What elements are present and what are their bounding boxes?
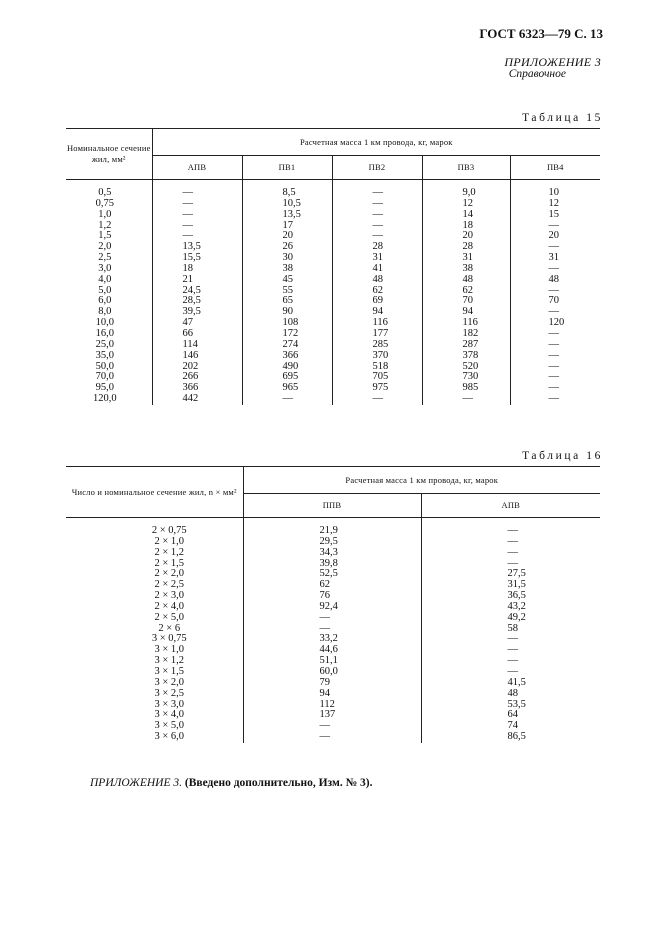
table16-mass-cell: — xyxy=(243,624,421,635)
appendix-title: ПРИЛОЖЕНИЕ 3 xyxy=(504,55,601,69)
table15-mass-cell: 116 xyxy=(422,318,510,329)
table15-mass-cell: — xyxy=(510,307,600,318)
table16-mass-cell: 36,5 xyxy=(421,591,600,602)
table15-mass-cell: — xyxy=(332,221,422,232)
table15-row xyxy=(66,351,600,362)
table16-mass-cell: — xyxy=(421,656,600,667)
table16-mass-cell: — xyxy=(421,667,600,678)
table15-section-cell: 2,0 xyxy=(98,241,112,253)
table15-row xyxy=(66,253,600,264)
table15-mass-cell: 48 xyxy=(332,275,422,286)
table15-mass-cell: 366 xyxy=(242,351,332,362)
table15-section-cell: 16,0 xyxy=(95,327,114,339)
table16-mass-cell: — xyxy=(421,634,600,645)
table16-section-cell: 2 × 3,0 xyxy=(154,590,185,602)
table15-mass-cell: 26 xyxy=(242,242,332,253)
table15-mass-cell: 287 xyxy=(422,340,510,351)
table16-row xyxy=(66,732,600,743)
table15-mass-cell: — xyxy=(510,221,600,232)
table15-mass-cell: 18 xyxy=(422,221,510,232)
table15-mass-cell: 20 xyxy=(242,231,332,242)
table16-mass-cell: 58 xyxy=(421,624,600,635)
table15-section-cell: 4,0 xyxy=(98,273,112,285)
table15-row xyxy=(66,180,600,199)
table16-mass-cell: 31,5 xyxy=(421,580,600,591)
table15-mass-cell: 62 xyxy=(422,286,510,297)
table15-mass-cell: — xyxy=(332,199,422,210)
table15-mass-cell: — xyxy=(332,231,422,242)
table15-section-cell: 1,5 xyxy=(98,230,112,242)
table15-section-cell: 70,0 xyxy=(95,371,114,383)
table15-mass-cell: 285 xyxy=(332,340,422,351)
table16 xyxy=(66,466,600,743)
table16-section-cell: 3 × 3,0 xyxy=(154,698,185,710)
table15-mass-cell: 965 xyxy=(242,383,332,394)
table15-mass-cell: — xyxy=(510,372,600,383)
table15-mass-cell: 182 xyxy=(422,329,510,340)
table15-section-cell: 50,0 xyxy=(95,360,114,372)
table15-mass-cell: 172 xyxy=(242,329,332,340)
table16-section-cell: 2 × 5,0 xyxy=(154,611,185,623)
table16-mass-cell: 94 xyxy=(243,689,421,700)
table15-mass-cell: — xyxy=(152,231,242,242)
table15-brand-header: ПВ2 xyxy=(332,156,422,180)
table15-row xyxy=(66,329,600,340)
table16-mass-cell: 112 xyxy=(243,700,421,711)
table15-section-cell: 2,5 xyxy=(98,252,112,264)
table15-mass-cell: 120 xyxy=(510,318,600,329)
table15-row xyxy=(66,372,600,383)
table16-mass-cell: 137 xyxy=(243,710,421,721)
table15-brand-header: ПВ1 xyxy=(242,156,332,180)
table15-mass-cell: — xyxy=(152,210,242,221)
table16-section-cell: 3 × 1,0 xyxy=(154,644,185,656)
table15-mass-cell: 17 xyxy=(242,221,332,232)
table15-mass-cell: 28,5 xyxy=(152,296,242,307)
table16-mass-cell: 92,4 xyxy=(243,602,421,613)
table15-mass-cell: 15 xyxy=(510,210,600,221)
table15-row xyxy=(66,275,600,286)
table16-section-cell: 2 × 0,75 xyxy=(151,525,187,536)
table15-caption: Таблица 15 xyxy=(522,112,603,124)
table15-mass-cell: 41 xyxy=(332,264,422,275)
table16-mass-cell: 76 xyxy=(243,591,421,602)
table15-mass-cell: 730 xyxy=(422,372,510,383)
table16-mass-cell: 34,3 xyxy=(243,548,421,559)
table16-row xyxy=(66,518,600,537)
table16-mass-cell: 27,5 xyxy=(421,569,600,580)
table16-section-cell: 2 × 2,5 xyxy=(154,579,185,591)
table16-section-header: Число и номинальное сечение жил, n × мм² xyxy=(66,467,243,518)
table16-section-cell: 2 × 6 xyxy=(158,622,181,634)
table16-mass-cell: 86,5 xyxy=(421,732,600,743)
table15-section-cell: 0,75 xyxy=(95,197,114,209)
table16-mass-cell: — xyxy=(243,721,421,732)
table15-row xyxy=(66,340,600,351)
table16-row xyxy=(66,678,600,689)
table15-mass-cell: 274 xyxy=(242,340,332,351)
table15-brand-header: ПВ4 xyxy=(510,156,600,180)
table15-row xyxy=(66,296,600,307)
table15-row xyxy=(66,286,600,297)
table15-mass-cell: 69 xyxy=(332,296,422,307)
table16-mass-cell: — xyxy=(421,548,600,559)
table15-mass-cell: 146 xyxy=(152,351,242,362)
table15-row xyxy=(66,231,600,242)
table15-mass-cell: 66 xyxy=(152,329,242,340)
table15-mass-cell: 705 xyxy=(332,372,422,383)
table15-mass-cell: 378 xyxy=(422,351,510,362)
table15-section-cell: 25,0 xyxy=(95,338,114,350)
table15-mass-cell: — xyxy=(242,394,332,405)
table16-brand-header: ППВ xyxy=(243,494,421,518)
table16-section-cell: 3 × 4,0 xyxy=(154,709,185,721)
table16-mass-cell: 51,1 xyxy=(243,656,421,667)
table16-section-cell: 2 × 2,0 xyxy=(154,568,185,580)
table16-section-cell: 3 × 2,0 xyxy=(154,676,185,688)
table15-mass-cell: 48 xyxy=(510,275,600,286)
table15-mass-cell: 94 xyxy=(422,307,510,318)
table16-mass-cell: 33,2 xyxy=(243,634,421,645)
table15-mass-cell: 13,5 xyxy=(152,242,242,253)
table16-section-cell: 3 × 0,75 xyxy=(151,633,187,645)
table16-mass-cell: 39,8 xyxy=(243,559,421,570)
table15-mass-cell: 38 xyxy=(422,264,510,275)
table15-mass-cell: — xyxy=(152,221,242,232)
table15-mass-cell: — xyxy=(510,383,600,394)
table16-mass-cell: 43,2 xyxy=(421,602,600,613)
table15-section-cell: 0,5 xyxy=(98,187,112,198)
table15-mass-cell: — xyxy=(510,286,600,297)
table15-section-cell: 6,0 xyxy=(98,295,112,307)
table16-mass-cell: 52,5 xyxy=(243,569,421,580)
table15-mass-cell: 975 xyxy=(332,383,422,394)
table15-mass-cell: 20 xyxy=(422,231,510,242)
table16-mass-cell: 74 xyxy=(421,721,600,732)
table15-section-cell: 3,0 xyxy=(98,262,112,274)
table15-mass-cell: 366 xyxy=(152,383,242,394)
table15-mass-cell: 116 xyxy=(332,318,422,329)
table16-row xyxy=(66,548,600,559)
table15-mass-cell: — xyxy=(332,210,422,221)
table15-section-cell: 120,0 xyxy=(92,393,117,405)
table15-mass-cell: — xyxy=(152,199,242,210)
table15-mass-cell: 10,5 xyxy=(242,199,332,210)
table16-section-cell: 3 × 6,0 xyxy=(154,731,185,743)
table15-mass-cell: 114 xyxy=(152,340,242,351)
table15-mass-cell: 70 xyxy=(422,296,510,307)
table15-mass-cell: 10 xyxy=(510,180,600,199)
table15-mass-cell: 31 xyxy=(332,253,422,264)
table15-mass-cell: 985 xyxy=(422,383,510,394)
table16-caption: Таблица 16 xyxy=(522,450,603,462)
table15-mass-cell: 20 xyxy=(510,231,600,242)
table16-row xyxy=(66,710,600,721)
table16-mass-cell: 44,6 xyxy=(243,645,421,656)
table15-mass-cell: — xyxy=(510,394,600,405)
table15-mass-cell: 55 xyxy=(242,286,332,297)
table15-section-header: Номинальное сечение жил, мм² xyxy=(66,129,152,180)
table15-mass-cell: 442 xyxy=(152,394,242,405)
table16-mass-cell: 62 xyxy=(243,580,421,591)
table15-mass-cell: 8,5 xyxy=(242,180,332,199)
table16-mass-cell: 60,0 xyxy=(243,667,421,678)
table16-section-cell: 3 × 1,2 xyxy=(154,655,185,667)
table15-row xyxy=(66,394,600,405)
table16-section-cell: 2 × 4,0 xyxy=(154,600,185,612)
table15-mass-cell: 15,5 xyxy=(152,253,242,264)
table16-row xyxy=(66,613,600,624)
table15-mass-cell: 18 xyxy=(152,264,242,275)
table15-mass-cell: 28 xyxy=(422,242,510,253)
table16-mass-cell: 21,9 xyxy=(243,518,421,537)
table15-mass-cell: — xyxy=(332,180,422,199)
table16-row xyxy=(66,689,600,700)
table16-mass-cell: 49,2 xyxy=(421,613,600,624)
table16-mass-cell: — xyxy=(421,559,600,570)
table15-mass-cell: 38 xyxy=(242,264,332,275)
table15-section-cell: 5,0 xyxy=(98,284,112,296)
table16-brand-header: АПВ xyxy=(421,494,600,518)
note-text: (Введено дополнительно, Изм. № 3). xyxy=(184,777,373,789)
table15-mass-cell: 70 xyxy=(510,296,600,307)
table15-mass-cell: 28 xyxy=(332,242,422,253)
table15-mass-cell: — xyxy=(332,394,422,405)
table15-row xyxy=(66,210,600,221)
table16-mass-cell: — xyxy=(243,732,421,743)
table15-row xyxy=(66,307,600,318)
table15-row xyxy=(66,199,600,210)
table15-mass-cell: — xyxy=(510,351,600,362)
table15-mass-cell: 370 xyxy=(332,351,422,362)
table15-section-cell: 35,0 xyxy=(95,349,114,361)
table15-mass-cell: 13,5 xyxy=(242,210,332,221)
table15-mass-cell: 520 xyxy=(422,362,510,373)
note-label: ПРИЛОЖЕНИЕ 3. xyxy=(90,777,182,789)
table15-mass-cell: 47 xyxy=(152,318,242,329)
table16-mass-cell: 53,5 xyxy=(421,700,600,711)
table15-mass-cell: 39,5 xyxy=(152,307,242,318)
table15-mass-cell: 108 xyxy=(242,318,332,329)
table15-mass-cell: 12 xyxy=(510,199,600,210)
table15-row xyxy=(66,264,600,275)
table15-mass-cell: 202 xyxy=(152,362,242,373)
table15-group-header: Расчетная масса 1 км провода, кг, марок xyxy=(152,129,600,156)
table15-mass-cell: 21 xyxy=(152,275,242,286)
table16-mass-cell: 29,5 xyxy=(243,537,421,548)
table16-mass-cell: — xyxy=(421,645,600,656)
table15 xyxy=(66,128,600,405)
table15-mass-cell: — xyxy=(510,362,600,373)
table15-section-cell: 10,0 xyxy=(95,317,114,329)
table15-mass-cell: — xyxy=(510,264,600,275)
table15-mass-cell: 94 xyxy=(332,307,422,318)
table15-mass-cell: 266 xyxy=(152,372,242,383)
table15-mass-cell: 695 xyxy=(242,372,332,383)
table15-mass-cell: — xyxy=(152,180,242,199)
table16-mass-cell: — xyxy=(243,613,421,624)
table15-brand-header: АПВ xyxy=(152,156,242,180)
table15-mass-cell: — xyxy=(510,329,600,340)
table15-section-cell: 1,0 xyxy=(98,208,112,220)
table16-mass-cell: 48 xyxy=(421,689,600,700)
table15-mass-cell: 62 xyxy=(332,286,422,297)
appendix-note xyxy=(90,777,372,789)
table15-mass-cell: 48 xyxy=(422,275,510,286)
table15-mass-cell: 12 xyxy=(422,199,510,210)
table15-section-cell: 8,0 xyxy=(98,306,112,318)
table15-mass-cell: — xyxy=(510,242,600,253)
table15-brand-header: ПВ3 xyxy=(422,156,510,180)
table15-mass-cell: 177 xyxy=(332,329,422,340)
table16-section-cell: 2 × 1,0 xyxy=(154,535,185,547)
table15-mass-cell: 490 xyxy=(242,362,332,373)
table15-mass-cell: 65 xyxy=(242,296,332,307)
table15-mass-cell: — xyxy=(422,394,510,405)
table16-mass-cell: 64 xyxy=(421,710,600,721)
table16-section-cell: 3 × 2,5 xyxy=(154,687,185,699)
table15-section-cell: 1,2 xyxy=(98,219,112,231)
table15-row xyxy=(66,221,600,232)
table15-row xyxy=(66,383,600,394)
table16-group-header: Расчетная масса 1 км провода, кг, марок xyxy=(243,467,600,494)
table15-mass-cell: 31 xyxy=(510,253,600,264)
table15-mass-cell: — xyxy=(510,340,600,351)
table16-mass-cell: — xyxy=(421,537,600,548)
table15-mass-cell: 90 xyxy=(242,307,332,318)
table16-mass-cell: — xyxy=(421,518,600,537)
table15-row xyxy=(66,242,600,253)
table16-mass-cell: 41,5 xyxy=(421,678,600,689)
table15-mass-cell: 45 xyxy=(242,275,332,286)
table16-mass-cell: 79 xyxy=(243,678,421,689)
table15-mass-cell: 24,5 xyxy=(152,286,242,297)
table16-section-cell: 2 × 1,5 xyxy=(154,557,185,569)
table15-mass-cell: 14 xyxy=(422,210,510,221)
table16-section-cell: 2 × 1,2 xyxy=(154,546,185,558)
table15-row xyxy=(66,362,600,373)
table15-mass-cell: 30 xyxy=(242,253,332,264)
table15-mass-cell: 31 xyxy=(422,253,510,264)
table15-row xyxy=(66,318,600,329)
page-header-gost: ГОСТ 6323—79 С. 13 xyxy=(479,26,603,41)
table16-section-cell: 3 × 5,0 xyxy=(154,720,185,732)
table16-section-cell: 3 × 1,5 xyxy=(154,665,185,677)
table15-mass-cell: 9,0 xyxy=(422,180,510,199)
table15-mass-cell: 518 xyxy=(332,362,422,373)
appendix-subtitle: Справочное xyxy=(508,68,566,80)
table15-section-cell: 95,0 xyxy=(95,382,114,394)
